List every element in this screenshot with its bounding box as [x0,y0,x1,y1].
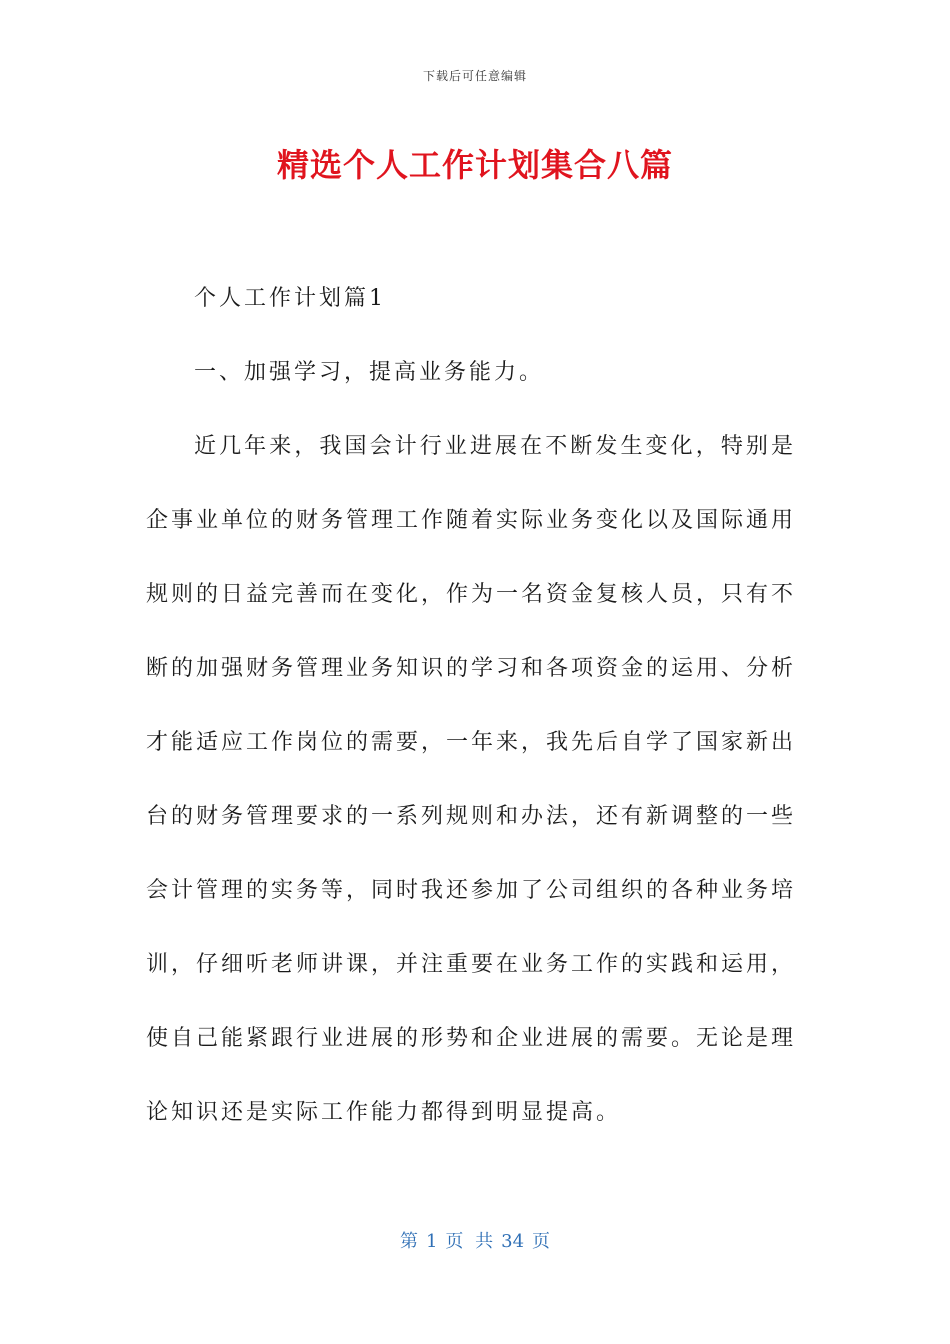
footer-middle: 页 共 [445,1231,494,1252]
total-pages-number: 34 [501,1231,525,1252]
document-body [146,262,796,1150]
page-footer [0,1227,950,1253]
current-page-number: 1 [425,1231,438,1252]
footer-prefix: 第 [399,1231,418,1252]
header-note: 下载后可任意编辑 [422,69,527,83]
footer-suffix: 页 [532,1231,551,1252]
document-title: 精选个人工作计划集合八篇 [276,146,673,184]
section-heading: 一、加强学习，提高业务能力。 [194,360,545,385]
plan-heading: 个人工作计划篇1 [194,286,386,311]
body-paragraph: 近几年来，我国会计行业进展在不断发生变化，特别是企事业单位的财务管理工作随着实际业务变化以及国际通用规则的日益完善而在变化，作为一名资金复核人员，只有不断的加强财务管理业务知识的学习和各项资金的运用、分析才能适应工作岗位的需要，一年来，我先后自学了国家新出台的财务管理要求的一系列规则和办法，还有新调整的一些会计管理的实务等，同时我还参加了公司组织的各种业务培训，仔细听老师讲课，并注重要在业务工作的实践和运用，使自己能紧跟行业进展的形势和企业进展的需要。无论是理论知识还是实际工作能力都得到明显提高。 [146,434,797,1125]
